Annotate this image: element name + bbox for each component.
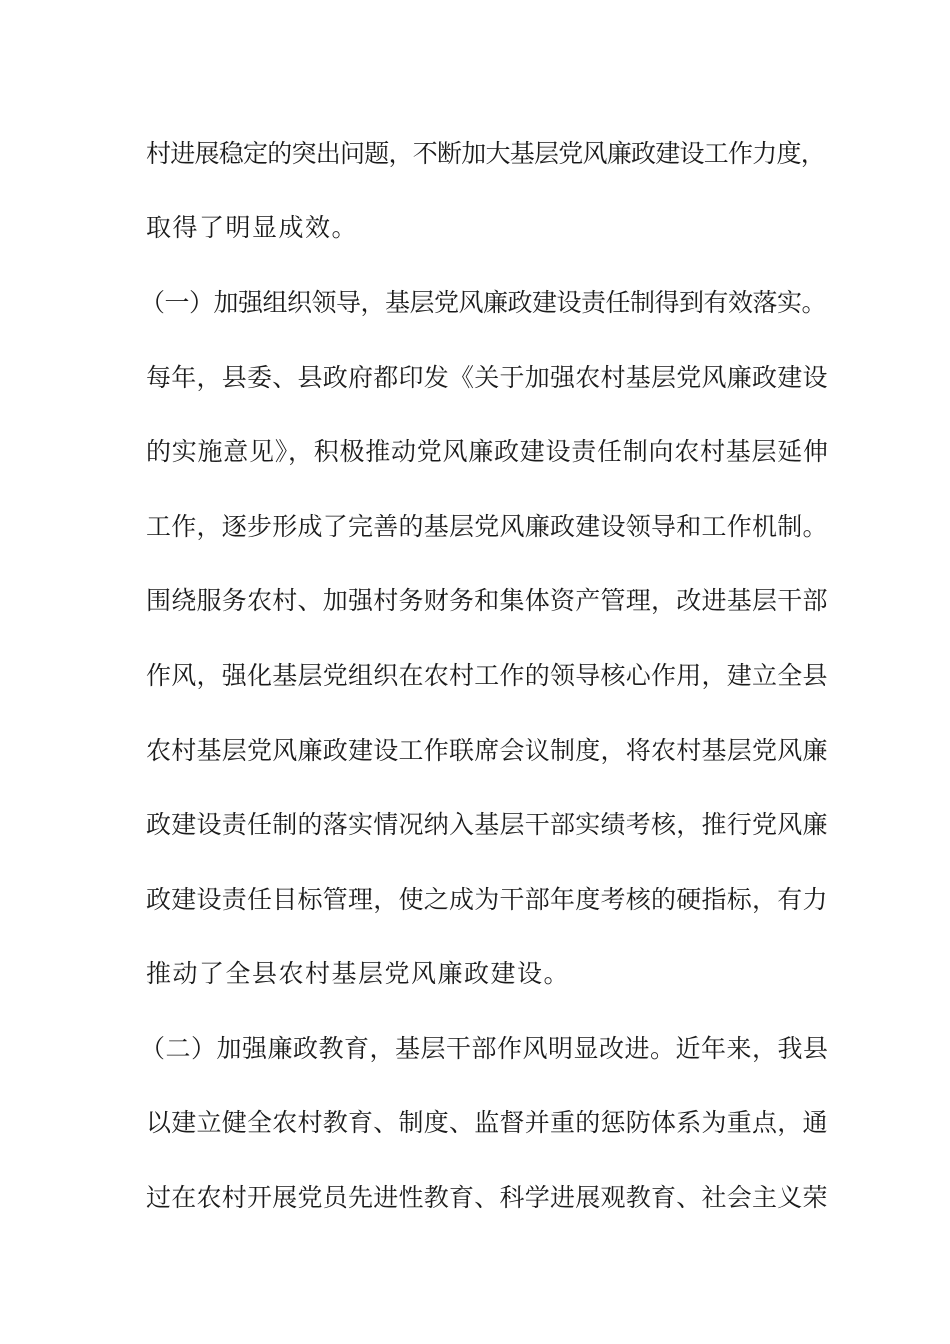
body-text-line: 作风，强化基层党组织在农村工作的领导核心作用，建立全县	[146, 661, 828, 690]
body-text-line: 村进展稳定的突出问题，不断加大基层党风廉政建设工作力度，	[146, 139, 826, 168]
body-text-line: 的实施意见》，积极推动党风廉政建设责任制向农村基层延伸	[146, 437, 829, 466]
body-text-line: 推动了全县农村基层党风廉政建设。	[146, 959, 571, 988]
body-text-line: 每年，县委、县政府都印发《关于加强农村基层党风廉政建设	[146, 363, 828, 392]
body-text-line: 农村基层党风廉政建设工作联席会议制度，将农村基层党风廉	[146, 736, 828, 765]
body-text-line: 政建设责任制的落实情况纳入基层干部实绩考核，推行党风廉	[146, 810, 828, 839]
section-heading-2: （二）加强廉政教育，基层干部作风明显改进。近年来，我县	[140, 1034, 829, 1063]
body-text-line: 工作，逐步形成了完善的基层党风廉政建设领导和工作机制。	[146, 512, 828, 541]
body-text-line: 政建设责任目标管理，使之成为干部年度考核的硬指标，有力	[146, 885, 828, 914]
body-text-line: 取得了明显成效。	[146, 213, 359, 242]
section-heading-1: （一）加强组织领导，基层党风廉政建设责任制得到有效落实。	[140, 288, 827, 317]
body-text-line: 以建立健全农村教育、制度、监督并重的惩防体系为重点，通	[146, 1108, 828, 1137]
body-text-line: 围绕服务农村、加强村务财务和集体资产管理，改进基层干部	[146, 586, 828, 615]
body-text-line: 过在农村开展党员先进性教育、科学进展观教育、社会主义荣	[146, 1183, 828, 1212]
